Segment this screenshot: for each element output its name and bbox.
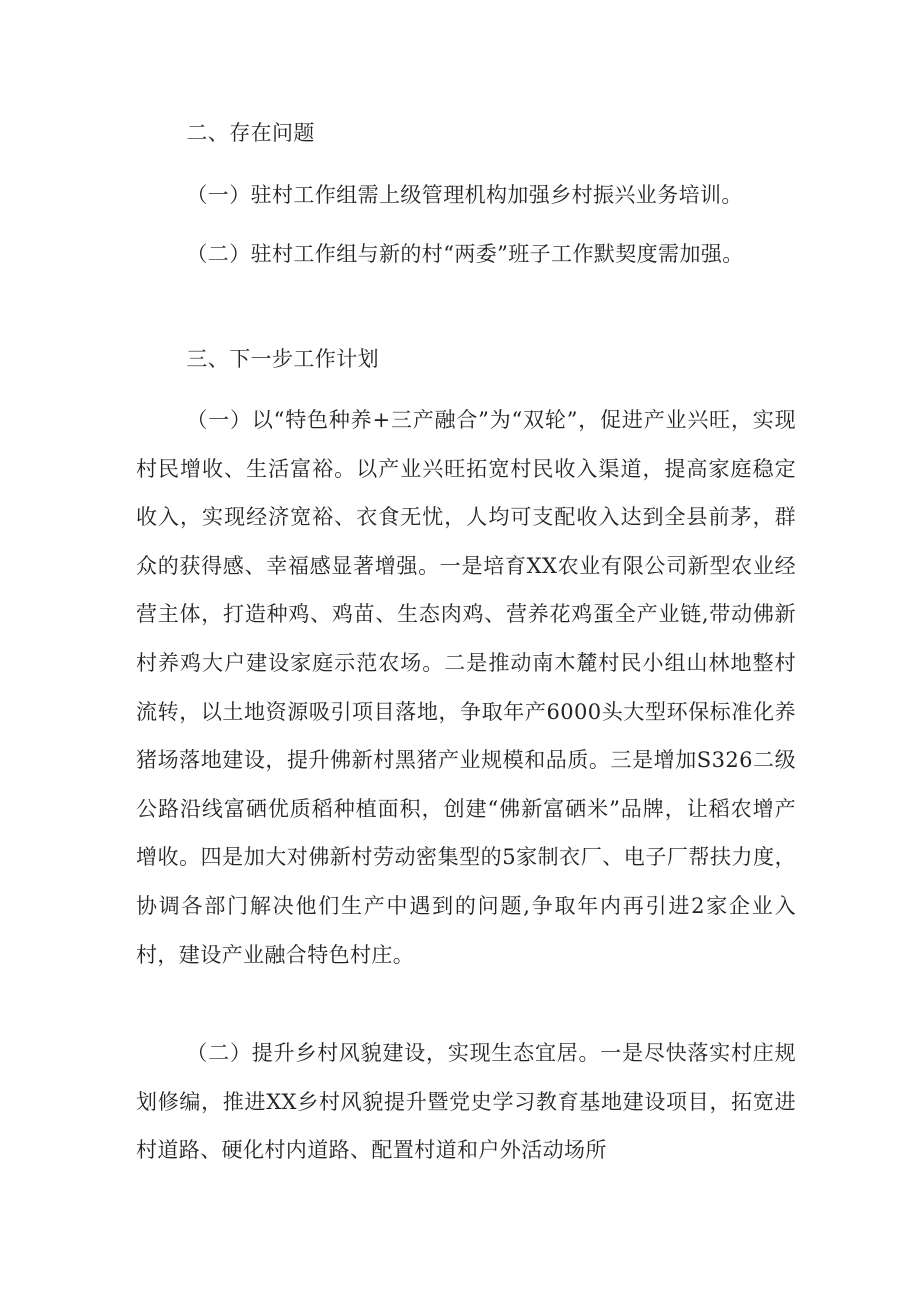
paragraph-problem-1: （一）驻村工作组需上级管理机构加强乡村振兴业务培训。 — [186, 183, 743, 207]
paragraph-problem-2: （二）驻村工作组与新的村“两委”班子工作默契度需加强。 — [186, 242, 744, 266]
section-heading-problems: 二、存在问题 — [186, 121, 315, 145]
paragraph-plan-2: （二）提升乡村风貌建设，实现生态宜居。一是尽快落实村庄规划修编，推进XX乡村风貌提升暨党史学习教育基地建设项目，拓宽进村道路、硬化村内道路、配置村道和户外活动场所 — [136, 1041, 796, 1163]
paragraph-plan-1: （一）以“特色种养+三产融合”为“双轮”，促进产业兴旺，实现村民增收、生活富裕。以产业兴旺拓宽村民收入渠道，提高家庭稳定收入，实现经济宽裕、衣食无忧，人均可支配收入达到全县前茅，群众的获得感、幸福感显著增强。一是培育XX农业有限公司新型农业经营主体，打造种鸡、鸡苗、生态肉鸡、营养花鸡蛋全产业链,带动佛新村养鸡大户建设家庭示范农场。二是推动南木麓村民小组山林地整村流转，以土地资源吸引项目落地，争取年产6000头大型环保标准化养猪场落地建设，提升佛新村黑猪产业规模和品质。三是增加S326二级公路沿线富硒优质稻种植面积，创建“佛新富硒米”品牌，让稻农增产增收。四是加大对佛新村劳动密集型的5家制衣厂、电子厂帮扶力度，协调各部门解决他们生产中遇到的问题,争取年内再引进2家企业入村，建设产业融合特色村庄。 — [136, 408, 796, 967]
section-heading-next-plan: 三、下一步工作计划 — [186, 347, 379, 371]
